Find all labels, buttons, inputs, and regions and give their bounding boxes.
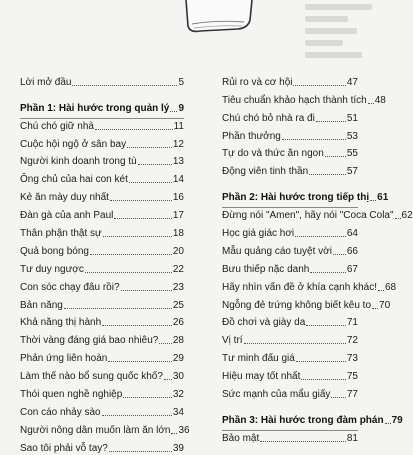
- dot-leader: [370, 200, 376, 201]
- toc-entry-title: Kẻ ăn mày duy nhất: [20, 192, 109, 204]
- toc-page-number: 32: [172, 389, 184, 401]
- dot-leader: [244, 343, 346, 344]
- toc-page-number: 5: [178, 76, 184, 88]
- toc-page-number: 20: [172, 245, 184, 257]
- sign-illustration: [180, 0, 260, 40]
- toc-page-number: 34: [172, 406, 184, 418]
- toc-entry: [222, 312, 358, 330]
- toc-page-number: 73: [346, 353, 358, 365]
- toc-page-number: 75: [346, 371, 358, 383]
- toc-page-number: 28: [172, 335, 184, 347]
- toc-page-number: 61: [377, 192, 389, 204]
- toc-page-number: 62: [401, 210, 413, 222]
- section-gap: [20, 89, 184, 97]
- dot-leader: [123, 397, 172, 398]
- dot-leader: [108, 361, 172, 362]
- toc-entry: [222, 365, 358, 383]
- toc-entry: [222, 276, 397, 294]
- dot-leader: [333, 254, 346, 255]
- toc-entry: [222, 222, 358, 240]
- toc-entry-title: Phần thưởng: [222, 130, 281, 142]
- toc-entry: [20, 168, 184, 186]
- toc-section-heading: [222, 186, 389, 204]
- dot-leader: [372, 308, 378, 309]
- toc-entry-title: Ngỗng đẻ trứng không biết kêu to: [222, 299, 372, 311]
- toc-entry-title: Chú chó bỏ nhà ra đi: [222, 112, 315, 124]
- toc-entry: [20, 419, 190, 437]
- dot-leader: [127, 147, 172, 148]
- toc-entry: [222, 71, 358, 89]
- toc-entry-title: Tư duy ngược: [20, 263, 84, 275]
- dot-leader: [85, 272, 172, 273]
- toc-page-number: 53: [346, 130, 358, 142]
- dot-leader: [103, 236, 172, 237]
- toc-entry-title: Người kinh doanh trong tù: [20, 156, 137, 168]
- toc-page-number: 9: [178, 102, 184, 114]
- toc-entry: [20, 312, 184, 330]
- toc-page-number: 51: [346, 112, 358, 124]
- toc-entry: [20, 240, 184, 258]
- toc-entry: [20, 151, 184, 169]
- toc-left-column: [20, 71, 190, 455]
- toc-entry: [20, 276, 184, 294]
- dot-leader: [170, 111, 177, 112]
- toc-entry: [222, 143, 358, 161]
- toc-entry: [20, 437, 184, 455]
- toc-entry: [222, 204, 413, 222]
- toc-entry: [20, 401, 184, 419]
- toc-entry-title: Động viên tinh thần: [222, 166, 309, 178]
- toc-entry-title: Thói quen nghề nghiệp: [20, 389, 123, 401]
- toc-entry-title: Mẫu quảng cáo tuyệt vời: [222, 245, 332, 257]
- dot-leader: [293, 85, 345, 86]
- toc-page-number: 16: [172, 192, 184, 204]
- toc-entry: [20, 71, 184, 89]
- toc-entry-title: Ông chủ của hai con két: [20, 174, 128, 186]
- toc-entry-title: Phần 3: Hài hước trong đàm phán: [222, 414, 384, 426]
- toc-page-number: 14: [172, 174, 184, 186]
- dot-leader: [309, 174, 346, 175]
- dot-leader: [395, 218, 401, 219]
- dot-leader: [102, 415, 172, 416]
- toc-page-number: 47: [346, 76, 358, 88]
- toc-entry: [20, 258, 184, 276]
- dot-leader: [295, 236, 346, 237]
- toc-page-number: 71: [346, 317, 358, 329]
- dot-leader: [306, 325, 346, 326]
- dot-leader: [301, 379, 346, 380]
- toc-entry: [20, 115, 184, 133]
- dot-leader: [368, 103, 374, 104]
- dot-leader: [159, 343, 172, 344]
- dot-leader: [296, 361, 346, 362]
- toc-entry-title: Tự do và thức ăn ngon: [222, 148, 324, 160]
- toc-right-column: [222, 71, 413, 445]
- toc-entry-title: Vị trí: [222, 335, 243, 347]
- section-gap: [222, 178, 358, 186]
- toc-page-number: 23: [172, 281, 184, 293]
- toc-page-number: 13: [172, 156, 184, 168]
- dot-leader: [95, 129, 173, 130]
- toc-entry-title: Con cáo nhảy sào: [20, 406, 101, 418]
- dot-leader: [164, 379, 172, 380]
- toc-entry-title: Học giá giác hơi: [222, 228, 295, 240]
- toc-entry-title: Đồ chơi và giày da: [222, 317, 306, 329]
- toc-page-number: 25: [172, 299, 184, 311]
- dot-leader: [90, 254, 172, 255]
- toc-page-number: 77: [346, 389, 358, 401]
- toc-entry-title: Bảo mật: [222, 432, 260, 444]
- dot-leader: [385, 423, 391, 424]
- toc-page-number: 67: [346, 263, 358, 275]
- toc-entry-title: Rủi ro và cơ hội: [222, 76, 293, 88]
- toc-entry: [222, 329, 358, 347]
- toc-page-number: 72: [346, 335, 358, 347]
- toc-page-number: 66: [346, 245, 358, 257]
- toc-entry-title: Chú chó giữ nhà: [20, 120, 94, 132]
- toc-entry-title: Lời mở đầu: [20, 76, 72, 88]
- toc-entry: [222, 258, 358, 276]
- toc-entry: [20, 329, 184, 347]
- dot-leader: [72, 85, 177, 86]
- toc-page-number: 68: [385, 281, 397, 293]
- dot-leader: [121, 290, 172, 291]
- toc-entry-title: Đừng nói "Amen", hãy nói "Coca Cola": [222, 210, 394, 222]
- toc-entry-title: Phần 1: Hài hước trong quản lý: [20, 102, 170, 114]
- toc-entry-title: Phản ứng liên hoàn: [20, 353, 108, 365]
- toc-entry-title: Cuộc hội ngộ ở sân bay: [20, 138, 127, 150]
- toc-entry-title: Tư minh đấu giá: [222, 353, 295, 365]
- toc-entry: [20, 204, 184, 222]
- toc-entry: [222, 383, 358, 401]
- toc-entry-title: Làm thế nào bổ sung quốc khố?: [20, 371, 163, 383]
- dot-leader: [316, 121, 346, 122]
- toc-entry-title: Phần 2: Hài hước trong tiếp thị: [222, 192, 370, 204]
- toc-page-number: 79: [391, 414, 403, 426]
- toc-page-number: 11: [173, 120, 184, 132]
- toc-entry: [222, 240, 358, 258]
- toc-page-number: 57: [346, 166, 358, 178]
- toc-entry-title: Hiệu may tốt nhất: [222, 371, 301, 383]
- toc-entry: [222, 347, 358, 365]
- toc-entry-title: Thân phận thật sự: [20, 228, 102, 240]
- toc-page-number: 29: [172, 353, 184, 365]
- toc-page-number: 17: [172, 210, 184, 222]
- dot-leader: [260, 441, 346, 442]
- toc-entry: [222, 89, 386, 107]
- bleed-through-text: [305, 0, 400, 70]
- toc-entry-title: Bản năng: [20, 299, 63, 311]
- toc-section-heading: [20, 97, 184, 115]
- dot-leader: [310, 272, 346, 273]
- toc-entry: [20, 186, 184, 204]
- toc-section-heading: [222, 409, 403, 427]
- toc-entry: [20, 222, 184, 240]
- toc-entry: [20, 365, 184, 383]
- dot-leader: [282, 139, 346, 140]
- toc-entry-title: Quả bong bóng: [20, 245, 89, 257]
- dot-leader: [129, 182, 172, 183]
- toc-entry-title: Thời vàng đáng giá bao nhiêu?: [20, 335, 159, 347]
- toc-entry: [222, 125, 358, 143]
- toc-page-number: 36: [178, 424, 190, 436]
- toc-entry: [222, 294, 391, 312]
- toc-entry-title: Sao tôi phải vỗ tay?: [20, 442, 108, 454]
- toc-entry: [20, 294, 184, 312]
- section-gap: [222, 401, 358, 409]
- toc-entry-title: Người nông dân muốn làm ăn lớn: [20, 424, 171, 436]
- toc-page-number: 18: [172, 228, 184, 240]
- toc-page-number: 22: [172, 263, 184, 275]
- toc-page-number: 70: [379, 299, 391, 311]
- dot-leader: [378, 290, 384, 291]
- toc-entry-title: Bưu thiếp nặc danh: [222, 263, 310, 275]
- toc-page-number: 81: [346, 432, 358, 444]
- toc-entry: [20, 347, 184, 365]
- toc-page-number: 30: [172, 371, 184, 383]
- dot-leader: [114, 218, 171, 219]
- toc-page-number: 12: [172, 138, 184, 150]
- dot-leader: [171, 433, 177, 434]
- toc-entry-title: Tiêu chuẩn khảo hạch thành tích: [222, 94, 367, 106]
- dot-leader: [109, 451, 172, 452]
- dot-leader: [331, 397, 345, 398]
- dot-leader: [110, 200, 172, 201]
- toc-page-number: 26: [172, 317, 184, 329]
- toc-entry-title: Hãy nhìn vấn đề ở khía cạnh khác!: [222, 281, 377, 293]
- toc-entry: [20, 383, 184, 401]
- toc-page-number: 48: [374, 94, 386, 106]
- toc-entry: [222, 160, 358, 178]
- toc-page-number: 39: [172, 442, 184, 454]
- toc-entry-title: Con sóc chạy đâu rồi?: [20, 281, 120, 293]
- dot-leader: [64, 308, 172, 309]
- toc-entry-title: Sức mạnh của mẩu giấy: [222, 389, 331, 401]
- toc-page-number: 55: [346, 148, 358, 160]
- dot-leader: [325, 156, 346, 157]
- toc-entry: [20, 133, 184, 151]
- toc-entry: [222, 107, 358, 125]
- dot-leader: [138, 164, 172, 165]
- toc-entry: [222, 427, 358, 445]
- toc-entry-title: Đàn gà của anh Paul: [20, 210, 114, 222]
- toc-page-number: 64: [346, 228, 358, 240]
- dot-leader: [102, 325, 172, 326]
- toc-entry-title: Khả năng thị hành: [20, 317, 102, 329]
